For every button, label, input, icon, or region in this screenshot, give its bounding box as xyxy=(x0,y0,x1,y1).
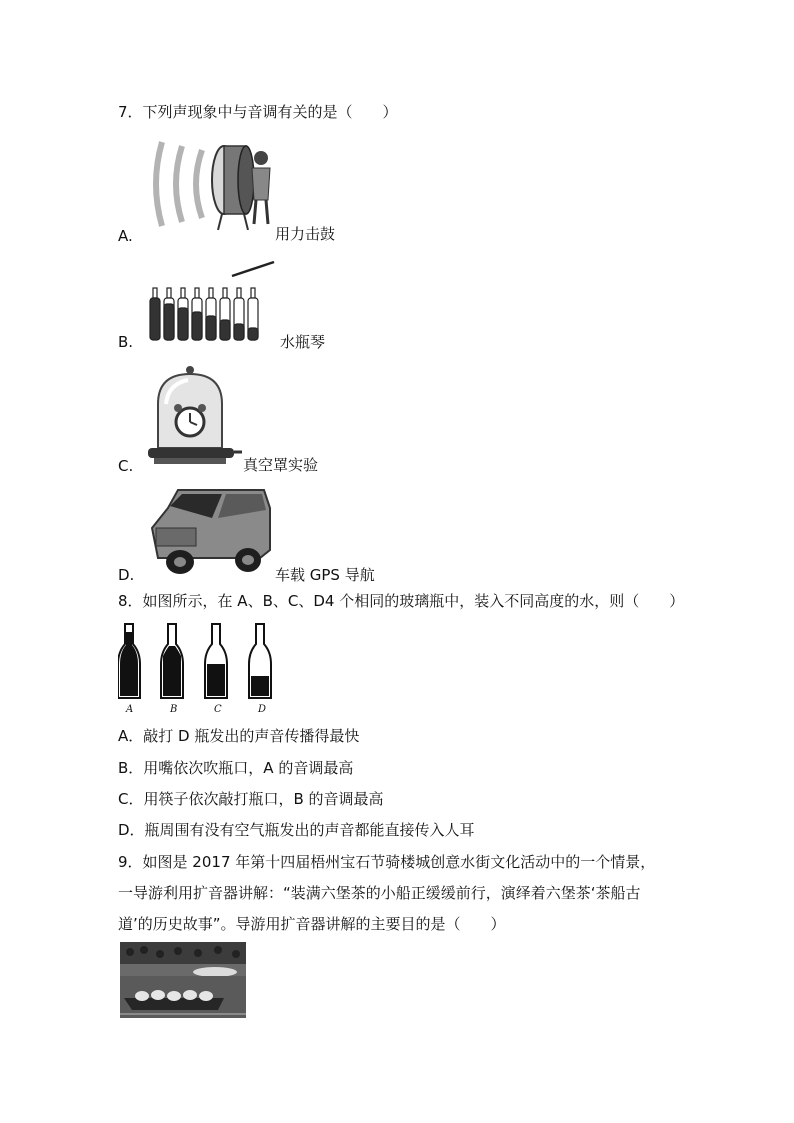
bottle-label-b: B xyxy=(170,704,178,715)
bottle-label-c: C xyxy=(214,704,222,715)
bottle-label-d: D xyxy=(258,704,267,715)
drum-icon xyxy=(148,138,273,230)
q7-stem: 7．下列声现象中与音调有关的是（ ） xyxy=(118,103,398,121)
q9-stem-line-2: 一导游利用扩音器讲解：“装满六堡茶的小船正缓缓前行，演绎着六堡茶‘茶船古 xyxy=(118,884,641,902)
q7-option-c-caption: 真空罩实验 xyxy=(243,456,319,474)
q7-option-d-caption: 车载 GPS 导航 xyxy=(275,566,375,584)
car-icon xyxy=(148,488,272,576)
q8-option-c: C．用筷子依次敲打瓶口，B 的音调最高 xyxy=(118,790,384,808)
q7-option-c-letter: C. xyxy=(118,457,134,475)
glass-bottles-figure xyxy=(118,620,282,700)
q7-option-a-caption: 用力击鼓 xyxy=(275,225,336,243)
bell-jar-icon xyxy=(148,364,242,466)
boat-photo xyxy=(120,942,246,1018)
q7-option-a-letter: A. xyxy=(118,227,133,245)
q8-stem: 8．如图所示，在 A、B、C、D4 个相同的玻璃瓶中，装入不同高度的水，则（ ） xyxy=(118,592,685,610)
q9-stem-line-1: 9．如图是 2017 年第十四届梧州宝石节骑楼城创意水街文化活动中的一个情景， xyxy=(118,853,656,871)
q8-option-a: A．敲打 D 瓶发出的声音传播得最快 xyxy=(118,727,360,745)
q7-option-b-caption: 水瓶琴 xyxy=(280,333,326,351)
bottle-label-a: A xyxy=(126,704,134,715)
water-bottle-xylophone-icon xyxy=(148,260,278,344)
q7-option-b-letter: B. xyxy=(118,333,134,351)
q8-option-b: B．用嘴依次吹瓶口，A 的音调最高 xyxy=(118,759,354,777)
q9-stem-line-3: 道’的历史故事”。导游用扩音器讲解的主要目的是（ ） xyxy=(118,915,506,933)
q8-option-d: D．瓶周围有没有空气瓶发出的声音都能直接传入人耳 xyxy=(118,821,475,839)
q7-option-d-letter: D. xyxy=(118,566,135,584)
